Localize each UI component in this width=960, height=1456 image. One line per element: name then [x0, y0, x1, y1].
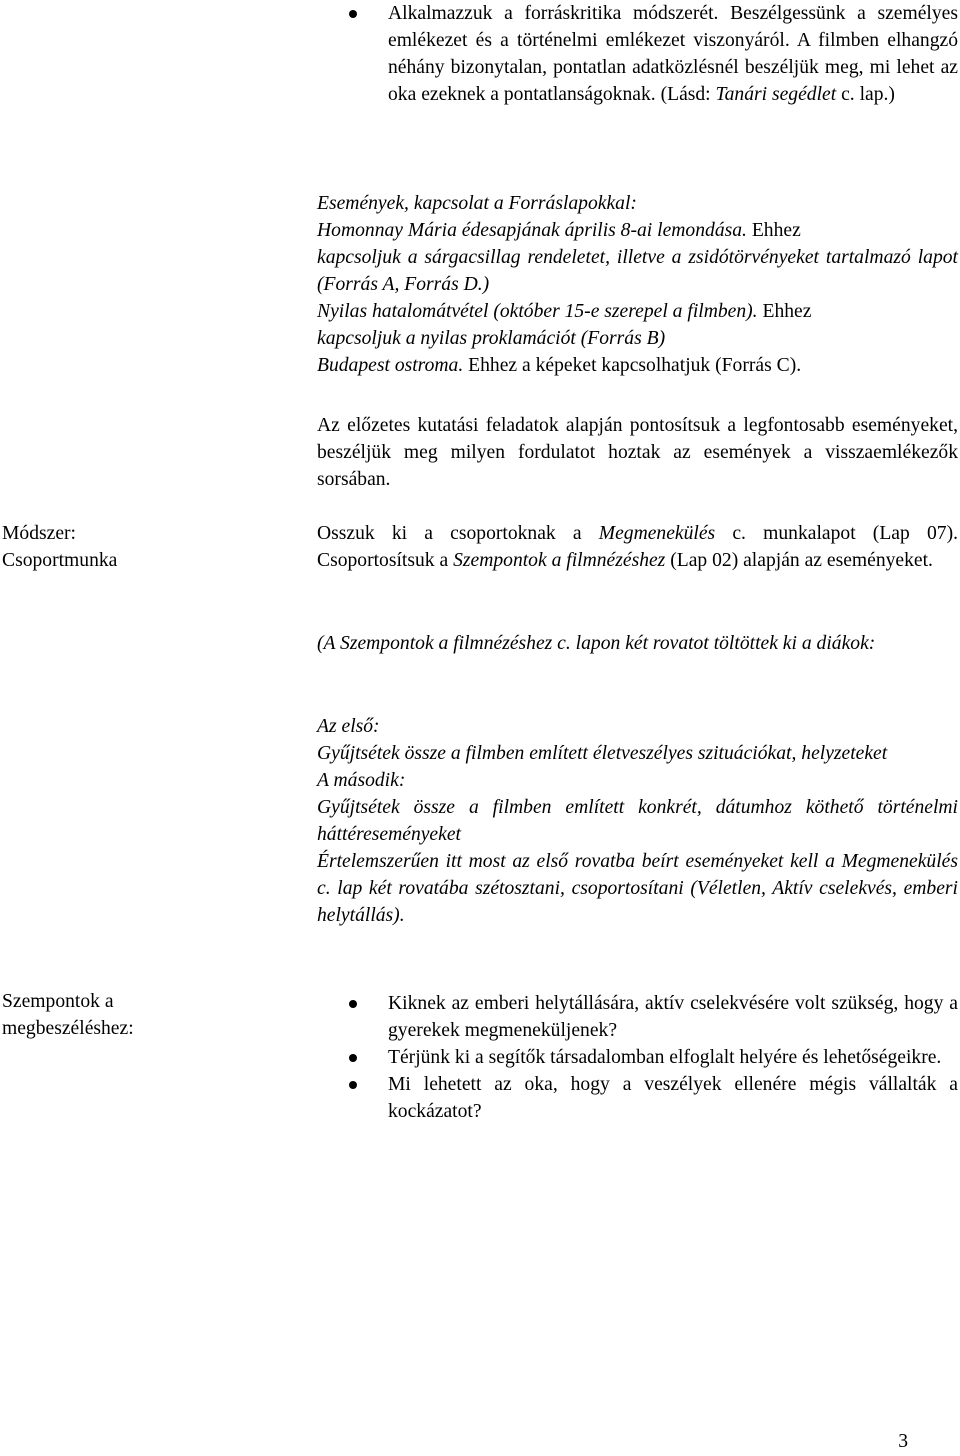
- method-label: Módszer: Csoportmunka: [2, 523, 118, 571]
- second-column-text: Gyűjtsétek össze a filmben említett konkrét, dátumhoz köthető történelmi háttéreseményeket: [317, 797, 958, 845]
- event-1: Homonnay Mária édesapjának április 8-ai lemondása. Ehhez: [317, 220, 801, 241]
- research-paragraph: Az előzetes kutatási feladatok alapján pontosítsuk a legfontosabb eseményeket, beszéljük meg milyen fordulatot hoztak az események a visszaemlékezők sorsában.: [317, 415, 958, 490]
- event-2-link: kapcsoljuk a nyilas proklamációt (Forrás B): [317, 328, 666, 349]
- first-column-text: Gyűjtsétek össze a filmben említett életveszélyes szituációkat, helyzeteket: [317, 743, 888, 764]
- events-section: [317, 190, 958, 379]
- first-column-label: Az első:: [317, 716, 380, 737]
- bullet-icon: [349, 1054, 357, 1062]
- list-item: Alkalmazzuk a forráskritika módszerét. Beszélgessünk a személyes emlékezet és a történelmi emlékezet viszonyáról. A filmben elhangzó néhány bizonytalan, pontatlan adatközlésnél beszéljük meg, mi lehet az oka ezeknek a pontatlanságoknak. (Lásd: Tanári segédlet c. lap.): [317, 0, 958, 108]
- discussion-bullet-list: [317, 990, 958, 1125]
- event-2: Nyilas hatalomátvétel (október 15-e szerepel a filmben). Ehhez: [317, 301, 812, 322]
- event-1-link: kapcsoljuk a sárgacsillag rendeletet, illetve a zsidótörvényeket tartalmazó lapot (Forrás A, Forrás D.): [317, 247, 958, 295]
- discussion-label: Szempontok a megbeszéléshez:: [2, 991, 134, 1039]
- list-item: Kiknek az emberi helytállására, aktív cselekvésére volt szükség, hogy a gyerekek megmeneküljenek?: [317, 990, 958, 1044]
- bullet-icon: [349, 1000, 357, 1008]
- bullet-icon: [349, 1081, 357, 1089]
- method-paragraph: Osszuk ki a csoportoknak a Megmenekülés c. munkalapot (Lap 07). Csoportosítsuk a Szempontok a filmnézéshez (Lap 02) alapján az eseményeket.: [317, 523, 958, 571]
- intro-bullet-list: [317, 0, 958, 108]
- list-item: Mi lehetett az oka, hogy a veszélyek ellenére mégis vállalták a kockázatot?: [317, 1071, 958, 1125]
- meaning-paragraph: Értelemszerűen itt most az első rovatba beírt eseményeket kell a Megmenekülés c. lap két rovatába szétosztani, csoportosítani (Véletlen, Aktív cselekvés, emberi helytállás).: [317, 851, 958, 926]
- list-item: Térjünk ki a segítők társadalomban elfoglalt helyére és lehetőségeikre.: [317, 1044, 958, 1071]
- worksheet-columns: [317, 713, 958, 929]
- second-column-label: A második:: [317, 770, 406, 791]
- bullet-icon: [349, 10, 357, 18]
- columns-note: (A Szempontok a filmnézéshez c. lapon két rovatot töltöttek ki a diákok:: [317, 633, 876, 654]
- events-heading: Események, kapcsolat a Forráslapokkal:: [317, 193, 637, 214]
- page-number: 3: [898, 1431, 908, 1452]
- event-3: Budapest ostroma. Ehhez a képeket kapcsolhatjuk (Forrás C).: [317, 355, 802, 376]
